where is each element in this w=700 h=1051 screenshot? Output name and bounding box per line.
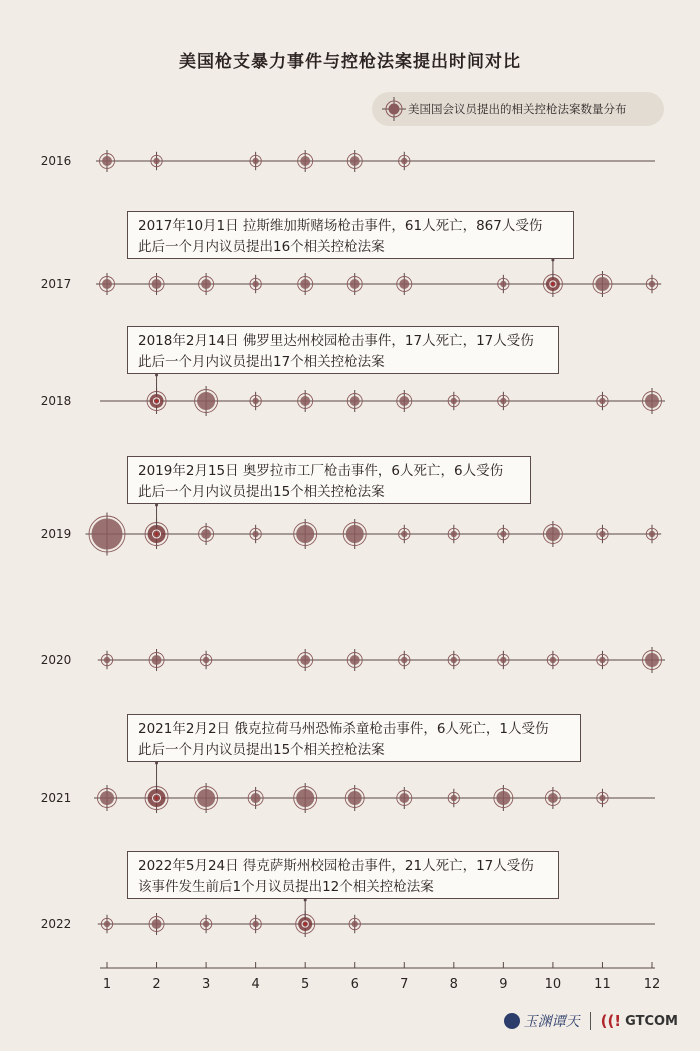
data-point-2019-5 bbox=[296, 525, 314, 543]
callout-line1: 2019年2月15日 奥罗拉市工厂枪击事件，6人死亡，6人受伤 bbox=[138, 463, 504, 479]
x-tick-label-1: 1 bbox=[102, 977, 112, 992]
callout-2017 bbox=[127, 211, 574, 259]
data-point-2017-3 bbox=[201, 279, 211, 289]
logo-gtcom-text: GTCOM bbox=[625, 1013, 678, 1029]
data-point-2017-7 bbox=[399, 279, 409, 289]
data-point-2020-9 bbox=[500, 657, 506, 663]
x-tick-label-12: 12 bbox=[643, 977, 661, 992]
data-point-2018-7 bbox=[399, 396, 409, 406]
year-label-2019: 2019 bbox=[40, 527, 72, 541]
x-tick-label-10: 10 bbox=[544, 977, 562, 992]
data-point-2020-7 bbox=[401, 657, 407, 663]
data-point-2016-6 bbox=[350, 156, 360, 166]
gtcom-logo-icon: ((! bbox=[600, 1012, 622, 1030]
year-label-2017: 2017 bbox=[40, 277, 72, 291]
data-point-2019-8 bbox=[451, 531, 457, 537]
data-point-2016-4 bbox=[252, 158, 258, 164]
data-point-2019-9 bbox=[500, 531, 506, 537]
data-point-2018-3 bbox=[197, 392, 215, 410]
data-point-2017-4 bbox=[252, 281, 258, 287]
x-tick-label-6: 6 bbox=[350, 977, 359, 992]
data-point-2020-8 bbox=[451, 657, 457, 663]
data-point-2019-1 bbox=[92, 519, 123, 550]
data-point-2021-9 bbox=[496, 791, 510, 805]
data-point-2017-12 bbox=[649, 281, 655, 287]
data-point-2017-1 bbox=[102, 279, 112, 289]
year-label-2022: 2022 bbox=[40, 917, 72, 931]
data-point-2018-11 bbox=[599, 398, 605, 404]
data-point-2021-11 bbox=[599, 795, 605, 801]
data-point-2021-6 bbox=[348, 791, 362, 805]
data-point-2022-1 bbox=[104, 921, 110, 927]
event-marker-dot bbox=[155, 797, 158, 800]
x-tick-label-7: 7 bbox=[400, 977, 409, 992]
data-point-2020-5 bbox=[300, 655, 310, 665]
data-point-2021-10 bbox=[548, 793, 558, 803]
callout-line1: 2021年2月2日 俄克拉荷马州恐怖杀童枪击事件，6人死亡，1人受伤 bbox=[138, 721, 549, 737]
callout-2022 bbox=[127, 851, 559, 899]
data-point-2017-6 bbox=[350, 279, 360, 289]
data-point-2019-4 bbox=[252, 531, 258, 537]
data-point-2022-6 bbox=[352, 921, 358, 927]
x-tick-label-3: 3 bbox=[201, 977, 211, 992]
x-tick-label-5: 5 bbox=[301, 977, 310, 992]
data-point-2016-1 bbox=[102, 156, 112, 166]
data-point-2020-2 bbox=[152, 655, 162, 665]
data-point-2020-1 bbox=[104, 657, 110, 663]
data-point-2020-12 bbox=[645, 653, 659, 667]
logo-yuyuan bbox=[504, 1011, 580, 1031]
year-label-2016: 2016 bbox=[40, 154, 72, 168]
data-point-2022-2 bbox=[152, 919, 162, 929]
data-point-2018-6 bbox=[350, 396, 360, 406]
logo-yuyuan-text: 玉渊谭天 bbox=[523, 1014, 580, 1030]
event-marker-dot bbox=[304, 923, 307, 926]
data-point-2019-10 bbox=[546, 527, 560, 541]
data-point-2021-1 bbox=[100, 791, 114, 805]
data-point-2017-11 bbox=[595, 277, 609, 291]
data-point-2020-11 bbox=[599, 657, 605, 663]
data-point-2018-8 bbox=[451, 398, 457, 404]
callout-line2: 此后一个月内议员提出15个相关控枪法案 bbox=[138, 742, 385, 758]
data-point-2019-3 bbox=[201, 529, 211, 539]
callout-line2: 此后一个月内议员提出15个相关控枪法案 bbox=[138, 484, 385, 500]
data-point-2017-5 bbox=[300, 279, 310, 289]
data-point-2016-5 bbox=[300, 156, 310, 166]
page-title: 美国枪支暴力事件与控枪法案提出时间对比 bbox=[179, 52, 521, 72]
data-point-2017-2 bbox=[152, 279, 162, 289]
callout-line2: 此后一个月内议员提出17个相关控枪法案 bbox=[138, 354, 385, 370]
legend-label: 美国国会议员提出的相关控枪法案数量分布 bbox=[408, 102, 627, 116]
data-point-2021-5 bbox=[296, 789, 314, 807]
x-tick-label-4: 4 bbox=[251, 977, 260, 992]
footer-divider bbox=[590, 1012, 591, 1030]
callout-line2: 此后一个月内议员提出16个相关控枪法案 bbox=[138, 239, 385, 255]
callout-2018 bbox=[127, 326, 559, 374]
x-tick-label-9: 9 bbox=[499, 977, 508, 992]
data-point-2019-7 bbox=[401, 531, 407, 537]
year-label-2020: 2020 bbox=[40, 653, 72, 667]
data-point-2016-2 bbox=[153, 158, 159, 164]
data-point-2019-11 bbox=[599, 531, 605, 537]
year-label-2021: 2021 bbox=[40, 791, 72, 805]
data-point-2018-12 bbox=[645, 394, 659, 408]
data-point-2018-5 bbox=[300, 396, 310, 406]
data-point-2018-4 bbox=[252, 398, 258, 404]
data-point-2021-8 bbox=[451, 795, 457, 801]
data-point-2022-4 bbox=[252, 921, 258, 927]
data-point-2019-6 bbox=[346, 525, 364, 543]
data-point-2017-9 bbox=[500, 281, 506, 287]
callout-2021 bbox=[127, 714, 581, 762]
callout-line1: 2017年10月1日 拉斯维加斯赌场枪击事件，61人死亡，867人受伤 bbox=[138, 218, 543, 234]
data-point-2022-3 bbox=[203, 921, 209, 927]
data-point-2018-9 bbox=[500, 398, 506, 404]
data-point-2020-10 bbox=[550, 657, 556, 663]
data-point-2019-12 bbox=[649, 531, 655, 537]
data-point-2021-4 bbox=[251, 793, 261, 803]
event-marker-dot bbox=[155, 533, 158, 536]
logo-gtcom bbox=[601, 1012, 678, 1030]
x-tick-label-8: 8 bbox=[449, 977, 458, 992]
callout-line2: 该事件发生前后1个月议员提出12个相关控枪法案 bbox=[138, 879, 434, 895]
data-point-2020-6 bbox=[350, 655, 360, 665]
callout-line1: 2022年5月24日 得克萨斯州校园枪击事件，21人死亡，17人受伤 bbox=[138, 858, 534, 874]
data-point-2016-7 bbox=[401, 158, 407, 164]
data-point-2020-3 bbox=[203, 657, 209, 663]
callout-line1: 2018年2月14日 佛罗里达州校园枪击事件，17人死亡，17人受伤 bbox=[138, 333, 534, 349]
event-marker-dot bbox=[551, 283, 554, 286]
yuyuan-logo-icon bbox=[504, 1013, 520, 1029]
footer bbox=[504, 1010, 678, 1032]
data-point-2021-3 bbox=[197, 789, 215, 807]
year-label-2018: 2018 bbox=[40, 394, 72, 408]
x-tick-label-2: 2 bbox=[152, 977, 161, 992]
callout-2019 bbox=[127, 456, 531, 504]
data-point-2021-7 bbox=[399, 793, 409, 803]
x-tick-label-11: 11 bbox=[594, 977, 611, 992]
event-marker-dot bbox=[155, 400, 158, 403]
